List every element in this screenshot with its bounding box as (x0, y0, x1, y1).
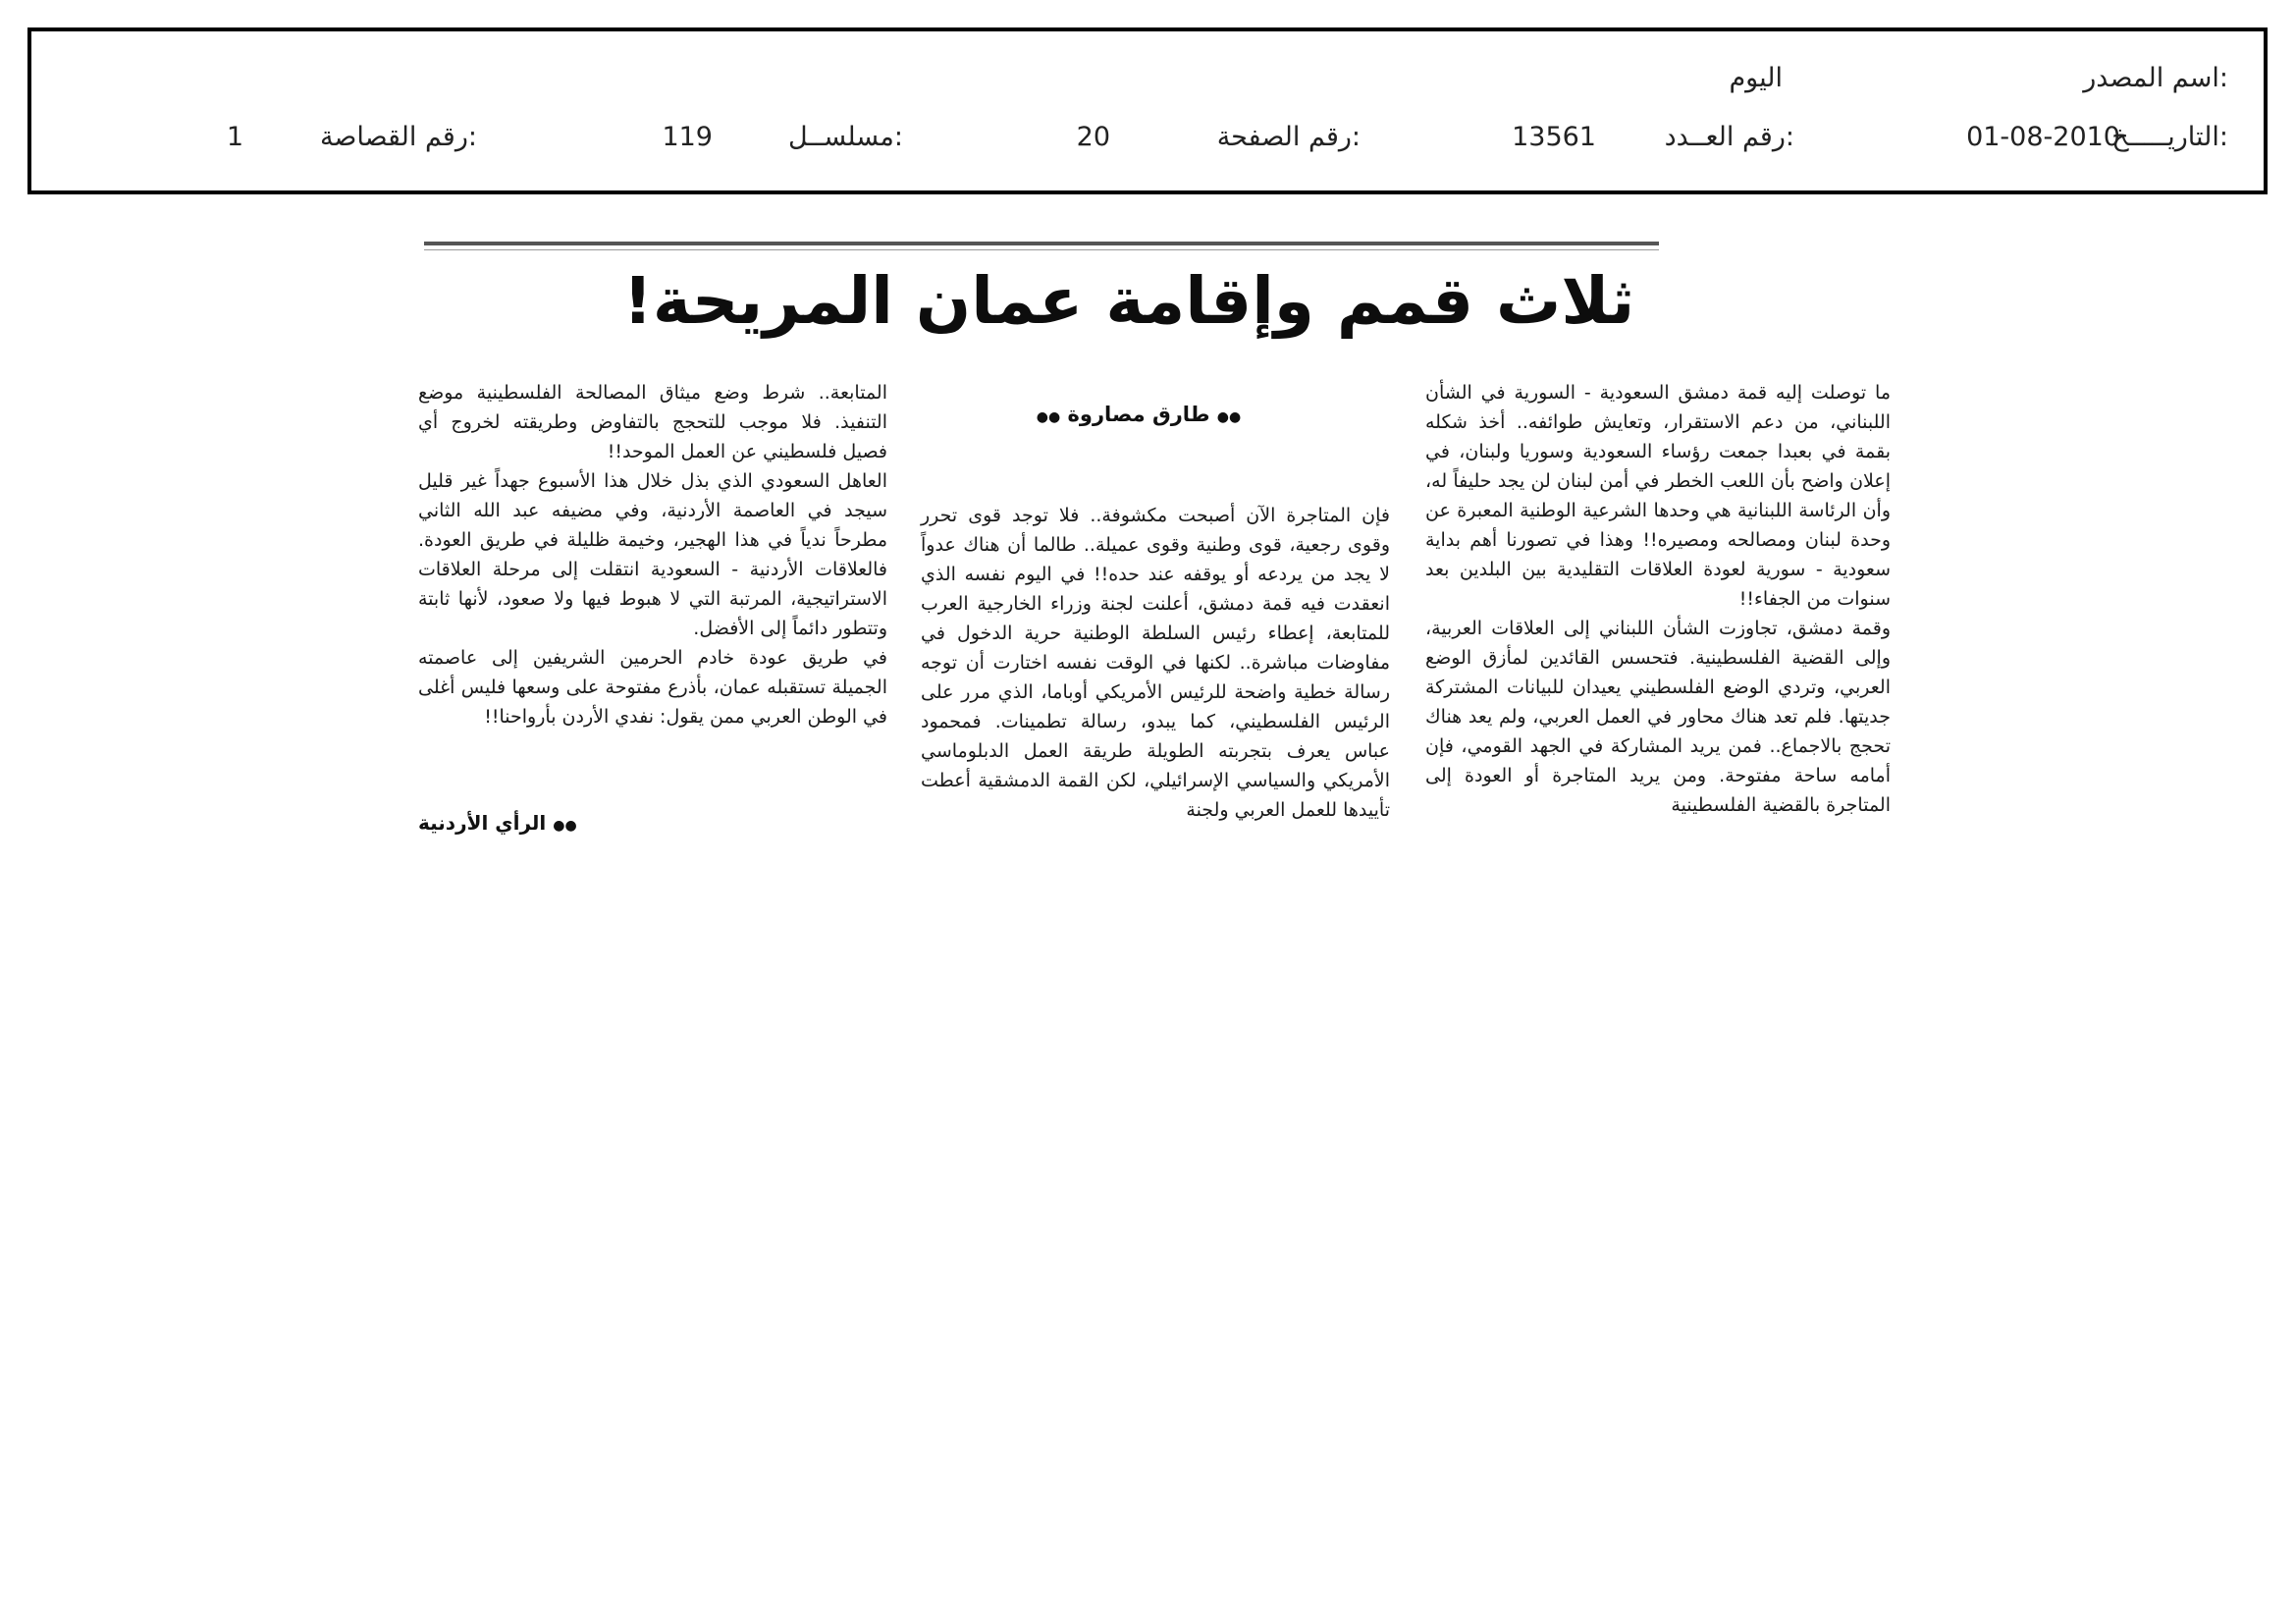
source-marks: ●● (553, 818, 577, 834)
column-left-paragraph: في طريق عودة خادم الحرمين الشريفين إلى عاصمته الجميلة تستقبله عمان، بأذرع مفتوحة على وسعها فليس أغلى في الوطن العربي ممن يقول: نفدي الأردن بأرواحنا!! (418, 647, 887, 728)
clipping-label: رقم القصاصة: (319, 122, 477, 152)
article-source (418, 811, 614, 835)
issue-value: 13561 (1512, 122, 1596, 152)
article-column-right (1425, 378, 1891, 839)
article-headline: ثلاث قمم وإقامة عمان المريحة! (622, 263, 1635, 339)
byline-name: طارق مصاروة (1067, 403, 1210, 426)
column-right-paragraph: ما توصلت إليه قمة دمشق السعودية - السورية في الشأن اللبناني، من دعم الاستقرار، وتعايش طوائفه.. أخذ شكله بقمة في بعبدا جمعت رؤساء السعودية وسوريا ولبنان، في إعلان واضح بأن اللعب الخطر في أمن لبنان لن يجد حليفاً له، وأن الرئاسة اللبنانية هي وحدها الشرعية الوطنية المعبرة عن وحدة لبنان ومصالحه ومصيره!! وهذا في تصورنا أهم بداية سعودية - سورية لعودة العلاقات التقليدية بين البلدين بعد سنوات من الجفاء!! (1425, 382, 1891, 610)
article-top-rule-thin (424, 249, 1659, 250)
byline-marks-end: ●● (1036, 409, 1061, 425)
article-column-left (418, 378, 887, 800)
source-value: اليوم (1729, 63, 1783, 93)
date-value: 01-08-2010 (1966, 122, 2120, 152)
column-right-paragraph: وقمة دمشق، تجاوزت الشأن اللبناني إلى العلاقات العربية، وإلى القضية الفلسطينية. فتحسس القائدين لمأزق الوضع العربي، وتردي الوضع الفلسطيني يعيدان للبيانات المشتركة جديتها. فلم تعد هناك محاور في العمل العربي، ولم يعد هناك تحجج بالاجماع.. فمن يريد المشاركة في الجهد القومي، فإن أمامه ساحة مفتوحة. ومن يريد المتاجرة أو العودة إلى المتاجرة بالقضية الفلسطينية (1425, 618, 1891, 816)
serial-value: 119 (662, 122, 713, 152)
source-name: الرأي الأردنية (418, 811, 547, 835)
page-label: رقم الصفحة: (1216, 122, 1361, 152)
clipping-value: 1 (226, 122, 243, 152)
page-value: 20 (1076, 122, 1110, 152)
byline-marks: ●● (1216, 409, 1242, 425)
column-middle-paragraph: فإن المتاجرة الآن أصبحت مكشوفة.. فلا توجد قوى تحرر وقوى رجعية، قوى وطنية وقوى عميلة.. طالما أن هناك عدواً لا يجد من يردعه أو يوقفه عند حده!! في اليوم نفسه الذي انعقدت فيه قمة دمشق، أعلنت لجنة وزراء الخارجية العرب للمتابعة، إعطاء رئيس السلطة الوطنية حرية الدخول في مفاوضات مباشرة.. لكنها في الوقت نفسه اختارت أن توجه رسالة خطية واضحة للرئيس الأمريكي أوباما، الذي مرر على الرئيس الفلسطيني، كما يبدو، رسالة تطمينات. فمحمود عباس يعرف بتجربته الطويلة طريقة العمل الدبلوماسي الأمريكي والسياسي الإسرائيلي، لكن القمة الدمشقية أعطت تأييدها للعمل العربي ولجنة (921, 505, 1390, 821)
article-top-rule (424, 242, 1659, 245)
source-label: اسم المصدر: (2083, 63, 2228, 93)
clipping-header-box (27, 27, 2268, 194)
column-left-paragraph: المتابعة.. شرط وضع ميثاق المصالحة الفلسطينية موضع التنفيذ. فلا موجب للتحجج بالتفاوض وطريقته لخروج أي فصيل فلسطيني عن العمل الموحد!! (418, 382, 887, 462)
issue-label: رقم العــدد: (1664, 122, 1794, 152)
column-left-paragraph: العاهل السعودي الذي بذل خلال هذا الأسبوع جهداً غير قليل سيجد في العاصمة الأردنية، وفي مضيفه عبد الله الثاني مطرحاً ندياً في هذا الهجير، وخيمة ظليلة في طريق العودة. فالعلاقات الأردنية - السعودية انتقلت إلى مرحلة العلاقات الاستراتيجية، المرتبة التي لا هبوط فيها ولا صعود، لأنها ثابتة وتتطور دائماً إلى الأفضل. (418, 470, 887, 639)
serial-label: مسلســل: (788, 122, 903, 152)
article-byline (1021, 403, 1256, 426)
article-column-middle (921, 501, 1390, 835)
date-label: التاريـــــخ: (2111, 122, 2228, 152)
